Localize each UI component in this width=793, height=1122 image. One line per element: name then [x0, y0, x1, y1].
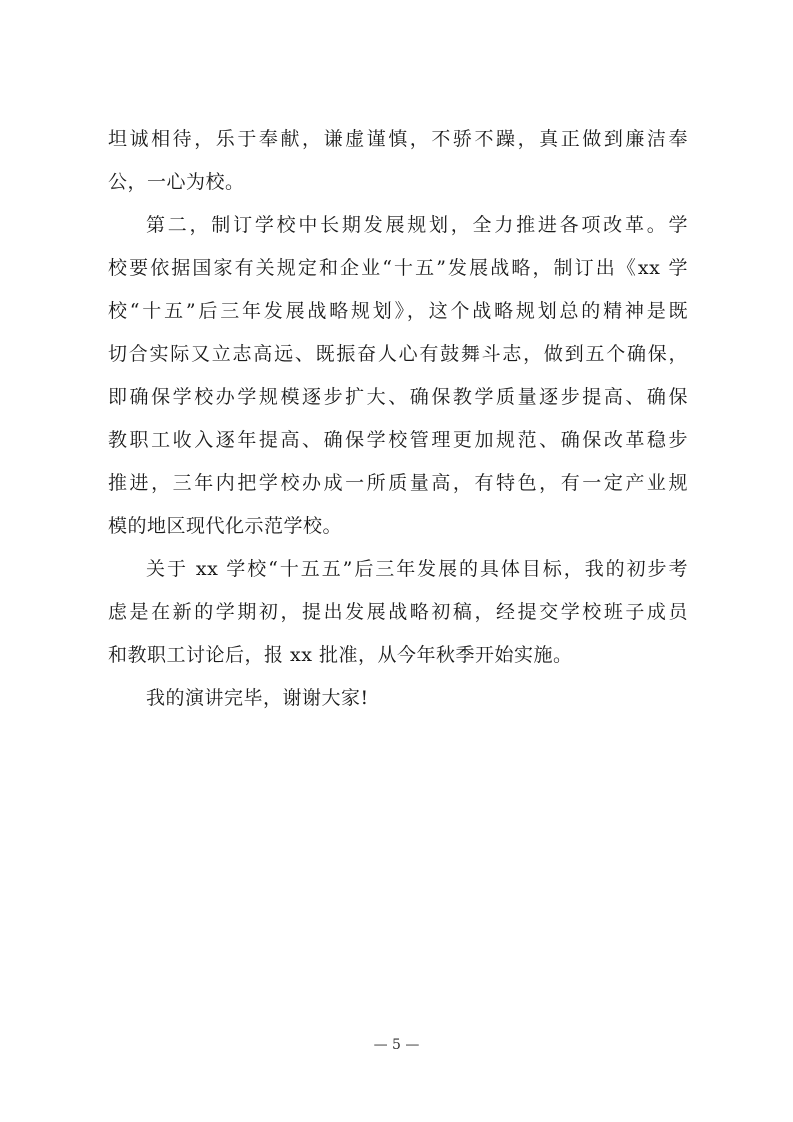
text-line: 坦诚相待，乐于奉献，谦虚谨慎，不骄不躁，真正做到廉洁奉: [108, 128, 688, 150]
text-line: 校要依据国家有关规定和企业“十五”发展战略，制订出《xx 学: [108, 257, 688, 279]
text-line: 和教职工讨论后，报 xx 批准，从今年秋季开始实施。: [108, 644, 573, 666]
text-line: 模的地区现代化示范学校。: [108, 515, 343, 537]
page-number: — 5 —: [373, 1037, 420, 1053]
text-line: 校“十五”后三年发展战略规划》，这个战略规划总的精神是既: [108, 300, 688, 322]
text-line: 切合实际又立志高远、既振奋人心有鼓舞斗志，做到五个确保，: [108, 343, 688, 365]
text-line: 教职工收入逐年提高、确保学校管理更加规范、确保改革稳步: [108, 429, 688, 451]
text-line: 关于 xx 学校“十五五”后三年发展的具体目标，我的初步考: [146, 558, 688, 580]
body-text: [108, 118, 688, 720]
text-line: 第二，制订学校中长期发展规划，全力推进各项改革。学: [146, 214, 688, 236]
text-line: 我的演讲完毕，谢谢大家!: [146, 687, 369, 709]
text-line: 即确保学校办学规模逐步扩大、确保教学质量逐步提高、确保: [108, 386, 688, 408]
text-line: 虑是在新的学期初，提出发展战略初稿，经提交学校班子成员: [108, 601, 688, 623]
text-line: 推进，三年内把学校办成一所质量高，有特色，有一定产业规: [108, 472, 688, 494]
text-line: 公，一心为校。: [108, 171, 245, 193]
